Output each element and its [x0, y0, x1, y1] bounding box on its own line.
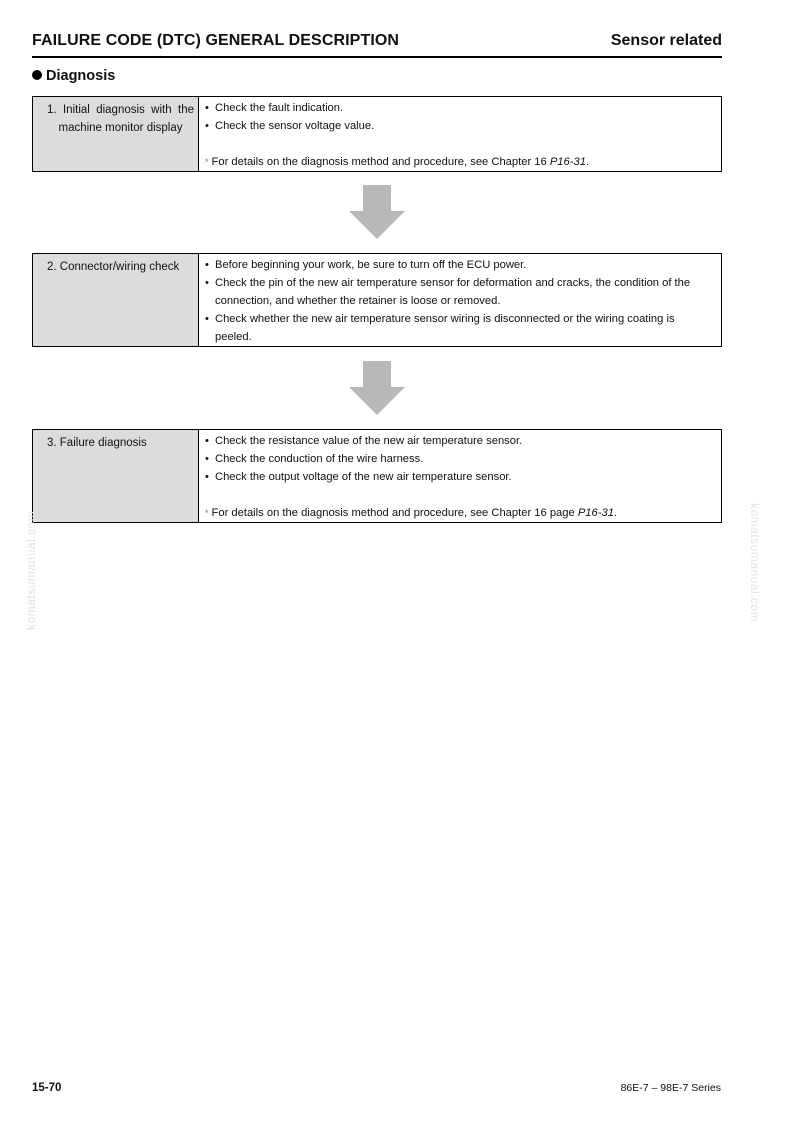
note-text: For details on the diagnosis method and procedure, see Chapter 16: [211, 156, 550, 168]
step-3-label-line1: 3. Failure diagnosis: [47, 437, 147, 449]
step-2-list: [205, 256, 713, 346]
list-item: • Check whether the new air temperature sensor wiring is disconnected or the wiring coating is peeled.: [205, 310, 713, 346]
step-3-label: [33, 430, 199, 522]
note-end: .: [585, 156, 590, 168]
page-number: 15-70: [32, 1082, 62, 1094]
down-arrow-icon: [349, 361, 405, 415]
page-title: FAILURE CODE (DTC) GENERAL DESCRIPTION: [32, 32, 400, 49]
step-1-label: [33, 97, 199, 171]
asterisk-icon: *: [205, 157, 209, 167]
step-3-box: [32, 429, 722, 523]
list-item: • Check the output voltage of the new air temperature sensor.: [205, 468, 713, 486]
step-2-body: [199, 254, 721, 346]
step-1-list: [205, 99, 713, 135]
step-3-list: [205, 432, 713, 486]
page-header: [32, 30, 722, 58]
step-1-label-line2: machine monitor display: [58, 122, 183, 134]
note-reference-link[interactable]: P16-31: [549, 156, 586, 168]
list-item: • Check the pin of the new air temperature sensor for deformation and cracks, the condition of the connection, and whether the retainer is loose or removed.: [205, 274, 713, 310]
series-label: 86E-7 – 98E-7 Series: [620, 1082, 721, 1094]
step-1-note: [205, 153, 713, 171]
step-1-label-line1: 1. Initial diagnosis with the: [47, 104, 194, 116]
down-arrow-icon: [349, 185, 405, 239]
watermark-left: komatsumanual.com: [24, 510, 38, 630]
step-3-body: [199, 430, 721, 522]
note-reference-link[interactable]: P16-31: [577, 507, 614, 519]
step-3-note: [205, 504, 713, 522]
watermark-right: komatsumanual.com: [748, 503, 762, 623]
bullet-icon: [32, 70, 42, 80]
step-2-label: [33, 254, 199, 346]
step-1-box: [32, 96, 722, 172]
list-item: • Check the sensor voltage value.: [205, 117, 713, 135]
page-category: Sensor related: [610, 32, 722, 49]
step-1-body: [199, 97, 721, 171]
section-heading-text: Diagnosis: [46, 68, 116, 84]
asterisk-icon: *: [205, 508, 209, 518]
list-item: • Check the resistance value of the new air temperature sensor.: [205, 432, 713, 450]
note-text: For details on the diagnosis method and procedure, see Chapter 16 page: [211, 507, 578, 519]
section-heading: [32, 68, 115, 84]
step-2-box: [32, 253, 722, 347]
step-2-label-line1: 2. Connector/wiring check: [47, 261, 180, 273]
list-item: • Before beginning your work, be sure to turn off the ECU power.: [205, 256, 713, 274]
list-item: • Check the fault indication.: [205, 99, 713, 117]
note-end: .: [613, 507, 618, 519]
list-item: • Check the conduction of the wire harness.: [205, 450, 713, 468]
